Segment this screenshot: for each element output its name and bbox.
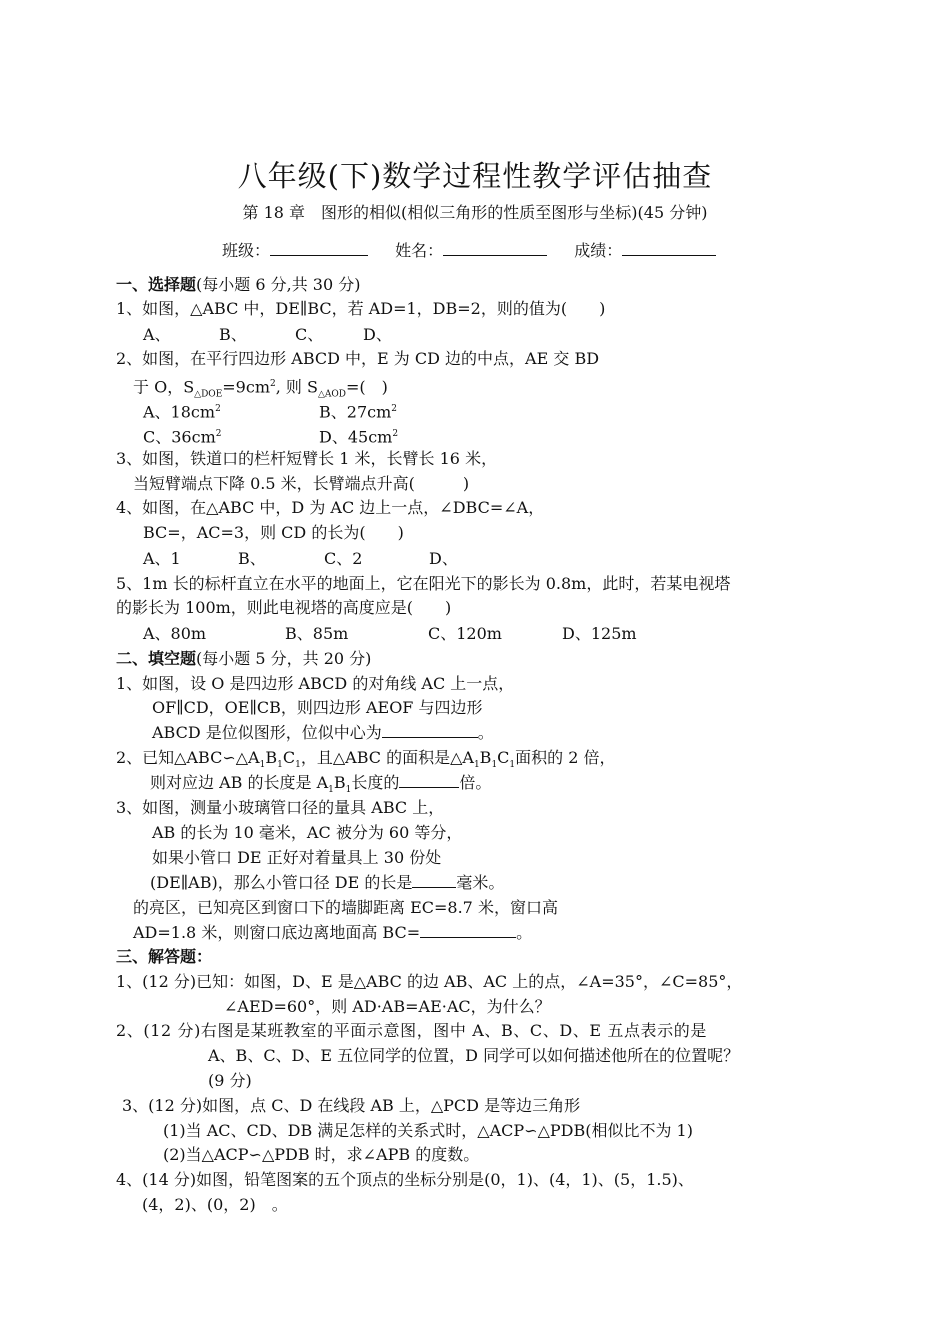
s1-q5-text2: 的影长为 100m，则此电视塔的高度应是( ) — [116, 598, 452, 617]
s2-q2-line2-part-b: B — [333, 773, 346, 792]
s3-q3-line3: (2)当△ACP∽△PDB 时，求∠APB 的度数。 — [163, 1145, 480, 1164]
s2-q3-line4-text: (DE∥AB)，那么小管口径 DE 的长是 — [150, 873, 413, 892]
s1-q5-text: 5、1m 长的标杆直立在水平的地面上，它在阳光下的影长为 0.8m，此时，若某电视塔 — [116, 574, 731, 593]
s2-q3-line2: AB 的长为 10 毫米，AC 被分为 60 等分， — [152, 823, 463, 842]
s2-q2-line2-part-c: 长度的 — [351, 773, 400, 792]
page-title: 八年级(下)数学过程性教学评估抽查 — [237, 159, 713, 193]
score-blank[interactable] — [622, 241, 716, 256]
s1-q2-option-b-label: B、27cm — [319, 402, 392, 422]
s1-q2-part-b: =9cm — [222, 377, 270, 397]
s3-q2-line1: 2、(12 分)右图是某班教室的平面示意图，图中 A、B、C、D、E 五点表示的是 — [116, 1021, 707, 1040]
s1-q2-sup: 2 — [269, 379, 276, 389]
s1-q2-sub2: △AOD — [317, 389, 346, 400]
s1-q2-option-d-label: D、45cm — [319, 427, 393, 447]
s2-q2-part-e: B — [479, 748, 492, 767]
s2-q2-part-f: C — [497, 748, 510, 767]
s2-q2-sub-f: 1 — [509, 760, 516, 771]
s2-q2-sub-c: 1 — [295, 760, 301, 771]
section1-heading — [116, 275, 360, 295]
s1-q1-option-d[interactable]: D、 — [363, 325, 392, 344]
s1-q2-option-a[interactable] — [143, 399, 319, 422]
s1-q2-options-row2 — [143, 424, 398, 447]
s2-q2-line1 — [116, 748, 616, 775]
s1-q2-option-d[interactable] — [319, 424, 398, 447]
score-label: 成绩： — [574, 241, 623, 260]
s1-q1-options — [143, 325, 392, 345]
s2-q3-line4 — [150, 873, 504, 893]
s2-q2-line2-part-a: 则对应边 AB 的长度是 A — [150, 773, 329, 792]
s1-q5-option-a[interactable]: A、80m — [143, 624, 207, 643]
s2-q2-line2-end: 倍。 — [459, 773, 492, 792]
s1-q2-text: 2、如图，在平行四边形 ABCD 中，E 为 CD 边的中点，AE 交 BD — [116, 349, 600, 368]
s1-q5-option-c[interactable]: C、120m — [428, 624, 502, 643]
s1-q4-options — [143, 549, 458, 569]
s1-q3-text: 3、如图，铁道口的栏杆短臂长 1 米，长臂长 16 米， — [116, 449, 498, 468]
page-subtitle: 第 18 章 图形的相似(相似三角形的性质至图形与坐标)(45 分钟) — [242, 203, 708, 222]
s1-q5-option-d[interactable]: D、125m — [562, 624, 637, 643]
s2-q2-sub-e: 1 — [491, 760, 498, 771]
s2-q1-line3-end: 。 — [477, 723, 494, 742]
s1-q4-text: 4、如图，在△ABC 中，D 为 AC 边上一点，∠DBC=∠A， — [116, 498, 545, 517]
s2-q2-part-a: 2、已知△ABC∽△A — [116, 748, 260, 767]
s3-q4-line2: (4，2)、(0，2) 。 — [142, 1195, 288, 1214]
s1-q5-option-b[interactable]: B、85m — [285, 624, 349, 643]
s2-q2-sub-a: 1 — [259, 760, 266, 771]
s2-q1-line3 — [152, 723, 494, 743]
s3-q4-line1: 4、(14 分)如图，铅笔图案的五个顶点的坐标分别是(0，1)、(4，1)、(5，1.5)、 — [116, 1170, 694, 1189]
s2-q4-answer-blank[interactable] — [420, 923, 516, 938]
s1-q2-option-b[interactable] — [319, 399, 397, 422]
s1-q2-option-a-sup: 2 — [215, 404, 221, 414]
s2-q4-line1: 的亮区，已知亮区到窗口下的墙脚距离 EC=8.7 米，窗口高 — [133, 898, 558, 917]
s1-q1-option-c[interactable]: C、 — [295, 325, 324, 344]
section3-heading: 三、解答题： — [116, 947, 213, 966]
s1-q2-sub1: △DOE — [194, 389, 223, 400]
s2-q4-line2-end: 。 — [516, 923, 533, 942]
s3-q3-line2: (1)当 AC、CD、DB 满足怎样的关系式时，△ACP∽△PDB(相似比不为 1) — [163, 1121, 693, 1140]
s2-q3-line1: 3、如图，测量小玻璃管口径的量具 ABC 上， — [116, 798, 445, 817]
s2-q2-answer-blank[interactable] — [399, 773, 459, 788]
s1-q4-option-d[interactable]: D、 — [429, 549, 458, 568]
s2-q2-part-b: B — [265, 748, 278, 767]
s1-q3-text2: 当短臂端点下降 0.5 米，长臂端点升高( ) — [133, 474, 470, 493]
s2-q2-sub-b: 1 — [277, 760, 283, 771]
s3-q2-line2: A、B、C、D、E 五位同学的位置，D 同学可以如何描述他所在的位置呢？ — [208, 1046, 740, 1065]
s1-q2-option-d-sup: 2 — [392, 429, 399, 439]
s1-q2-part-d: =( ) — [345, 377, 388, 397]
s1-q2-part-c: , 则 S — [275, 377, 318, 397]
name-label: 姓名： — [395, 241, 444, 260]
s2-q1-line2: OF∥CD，OE∥CB，则四边形 AEOF 与四边形 — [152, 698, 483, 717]
s1-q2-part-a: 于 O，S — [133, 377, 195, 397]
s1-q2-option-a-label: A、18cm — [143, 402, 216, 422]
s2-q2-line2 — [150, 773, 491, 800]
s2-q4-line2-text: AD=1.8 米，则窗口底边离地面高 BC= — [133, 923, 421, 942]
s2-q4-line2 — [133, 923, 532, 943]
s1-q2-options-row1 — [143, 399, 397, 422]
class-label: 班级： — [222, 241, 271, 260]
section2-note: (每小题 5 分，共 20 分) — [196, 649, 372, 668]
s3-q1-line2: ∠AED=60°，则 AD·AB=AE·AC，为什么？ — [224, 997, 551, 1016]
s2-q2-sub-d: 1 — [473, 760, 480, 771]
s1-q2-option-c-label: C、36cm — [143, 427, 216, 447]
s2-q1-line1: 1、如图，设 O 是四边形 ABCD 的对角线 AC 上一点， — [116, 674, 515, 693]
s1-q1-option-b[interactable]: B、 — [219, 325, 247, 344]
s3-q1-line1: 1、(12 分)已知：如图，D、E 是△ABC 的边 AB、AC 上的点，∠A=35°，∠C=85°， — [116, 972, 743, 991]
s2-q1-line3-text: ABCD 是位似图形，位似中心为 — [152, 723, 382, 742]
s2-q1-answer-blank[interactable] — [382, 723, 478, 738]
s2-q2-line2-sub-a: 1 — [328, 785, 334, 796]
s1-q2-option-c[interactable] — [143, 424, 319, 447]
s2-q3-answer-blank[interactable] — [412, 873, 456, 888]
s2-q2-part-c: C — [282, 748, 296, 767]
student-info-line — [222, 238, 716, 261]
name-blank[interactable] — [443, 241, 547, 256]
s1-q2-option-b-sup: 2 — [391, 404, 397, 414]
s1-q1-option-a[interactable]: A、 — [143, 325, 171, 344]
s1-q4-option-a[interactable]: A、1 — [143, 549, 181, 568]
section2-title: 二、填空题 — [116, 649, 197, 668]
section1-title: 一、选择题 — [116, 275, 197, 294]
s3-q2-line3: (9 分) — [208, 1071, 252, 1090]
s1-q4-option-c[interactable]: C、2 — [324, 549, 363, 568]
s2-q3-line4-end: 毫米。 — [456, 873, 505, 892]
s1-q4-option-b[interactable]: B、 — [238, 549, 266, 568]
s2-q2-part-g: 面积的 2 倍， — [515, 748, 616, 767]
section1-note: (每小题 6 分,共 30 分) — [196, 275, 361, 294]
section2-heading — [116, 649, 371, 669]
s2-q2-line2-sub-b: 1 — [345, 785, 352, 796]
s2-q2-part-d: ，且△ABC 的面积是△A — [300, 748, 474, 767]
s2-q3-line3: 如果小管口 DE 正好对着量具上 30 份处 — [152, 848, 442, 867]
s3-q3-line1: 3、(12 分)如图，点 C、D 在线段 AB 上，△PCD 是等边三角形 — [122, 1096, 581, 1115]
s1-q1-text: 1、如图，△ABC 中，DE∥BC，若 AD=1，DB=2，则的值为( ) — [116, 299, 606, 318]
s1-q4-text2: BC=，AC=3，则 CD 的长为( ) — [143, 523, 404, 542]
s1-q5-options — [143, 624, 637, 644]
class-blank[interactable] — [270, 241, 368, 256]
s1-q2-option-c-sup: 2 — [215, 429, 222, 439]
